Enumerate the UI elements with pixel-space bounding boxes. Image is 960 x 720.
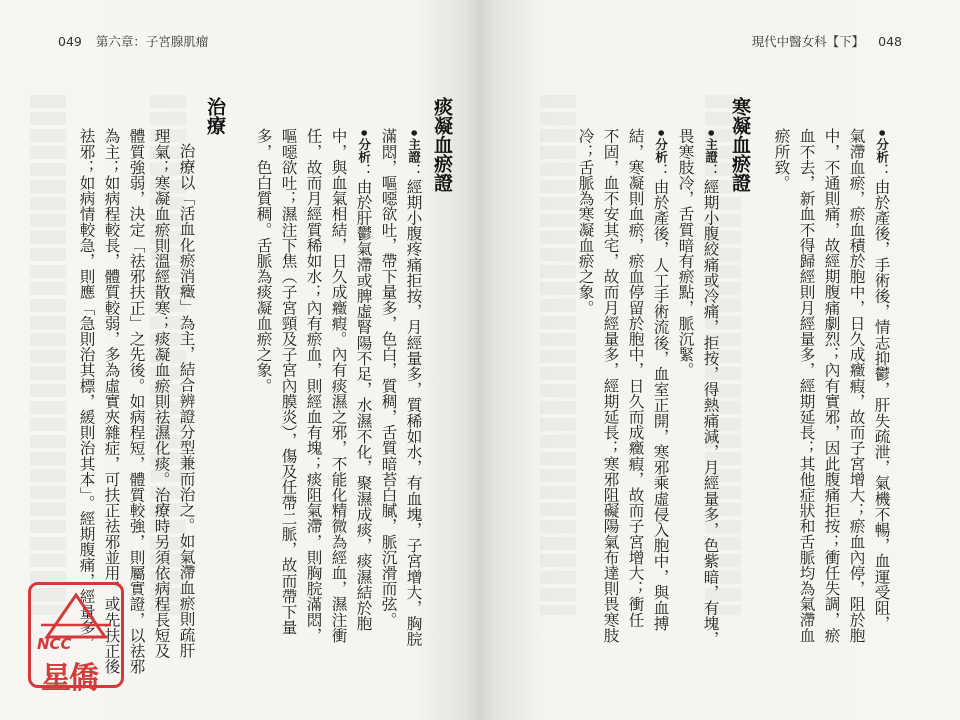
text-column: 滿悶，嘔噁欲吐，帶下量多，色白，質稠，舌質暗苔白膩，脈沉滑而弦。 [379,128,398,628]
section-title-phlegm-stasis: 痰凝血瘀證 [431,97,453,192]
bullet-icon: • [404,128,424,138]
text-column: 中，與血氣相結，日久成癥瘕。內有痰濕之邪，不能化精微為經血，濕注衝 [329,128,348,643]
text-column: 治療以「活血化瘀消癥」為主，結合辨證分型兼而治之。如氣滯血瘀則疏肝 [177,143,196,658]
ncc-stamp-logo [28,582,124,696]
text-column: 嘔噁欲吐；濕注下焦（子宮頸及子宮內膜炎），傷及任帶二脈，故而帶下量 [279,128,298,635]
stamp-latin-text: NCC [37,635,72,653]
text-column: 多，色白質稠。舌脈為痰凝血瘀之象。 [254,128,273,394]
text-column: 冷；舌脈為寒凝血瘀之象。 [576,128,595,316]
text-column [702,128,719,647]
text-column: 氣滯血瘀，瘀血積於胞中，日久成癥瘕，故而子宮增大；瘀血內停，阻於胞 [847,128,866,643]
text-column: 結，寒凝則血瘀，瘀血停留於胞中，日久而成癥瘕，故而子宮增大；衝任 [626,128,645,628]
text-line: ：經期小腹疼痛拒按，月經量多，質稀如水，有血塊，子宮增大，胸脘 [404,162,423,647]
text-column: 任，故而月經質稀如水；內有瘀血，則經血有塊；痰阻氣滯，則胸脘滿悶， [304,128,323,643]
left-page-header [58,32,208,50]
text-column: 不固，血不安其宅，故而月經量多，經期延長；寒邪阻礙陽氣布達則畏寒肢 [601,128,620,643]
text-column: 瘀所致。 [772,128,791,191]
text-line: ：經期小腹絞痛或冷痛，拒按，得熱痛減，月經量多，色紫暗，有塊， [701,162,720,647]
text-column [405,128,422,647]
book-title: 現代中醫女科【下】 [751,34,865,49]
text-column: 為主；如病程較長，體質較弱，多為虛實夾雜症，可扶正祛邪並用，或先扶正後 [102,128,121,674]
text-line: ：由於肝鬱氣滯或脾虛腎陽不足，水濕不化，聚濕成痰，痰濕結於胞 [354,162,373,631]
symptoms-label: 主證 [703,137,719,163]
text-column: 理氣；寒凝血瘀則溫經散寒；痰凝血瘀則祛濕化痰。治療時另須依病程長短及 [152,128,171,659]
chapter-title: 第六章：子宮腺肌瘤 [95,34,209,49]
bullet-icon: • [651,128,671,138]
analysis-label: 分析 [874,137,890,163]
analysis-label: 分析 [653,137,669,163]
treatment-title: 治療 [204,97,226,135]
stamp-chinese-text: 星僑 [41,661,97,696]
bullet-icon: • [354,128,374,138]
page-number-049: 049 [58,34,82,49]
page-number-048: 048 [878,34,902,49]
text-column [652,128,669,631]
text-column: 祛邪；如病情較急，則應「急則治其標，緩則治其本」。經期腹痛，經量多， [77,128,96,651]
text-column: 中，不通則痛，故經期腹痛劇烈；內有實邪，因此腹痛拒按；衝任失調，瘀 [822,128,841,643]
right-page [480,0,960,720]
analysis-label: 分析 [356,137,372,163]
text-line: ：由於產後，手術後，情志抑鬱，肝失疏泄，氣機不暢，血運受阻， [872,162,891,631]
text-line: ：由於產後，人工手術流後，血室正開，寒邪乘虛侵入胞中，與血搏 [651,162,670,631]
bullet-icon: • [701,128,721,138]
bleed-through-text [540,95,576,615]
right-page-header [752,32,902,50]
triangle-logo-icon [31,585,121,641]
text-column: 血不去，新血不得歸經則月經量多，經期延長；其他症狀和舌脈均為氣滯血 [797,128,816,643]
text-column [873,128,890,631]
text-column [355,128,372,631]
bullet-icon: • [872,128,892,138]
section-title-cold-stasis: 寒凝血瘀證 [729,97,751,192]
symptoms-label: 主證 [406,137,422,163]
text-column: 畏寒肢冷，舌質暗有瘀點，脈沉緊。 [676,128,695,378]
text-column: 體質強弱，決定「祛邪扶正」之先後。如病程短，體質較強，則屬實證，以祛邪 [127,128,146,674]
bleed-through-text [30,95,66,615]
